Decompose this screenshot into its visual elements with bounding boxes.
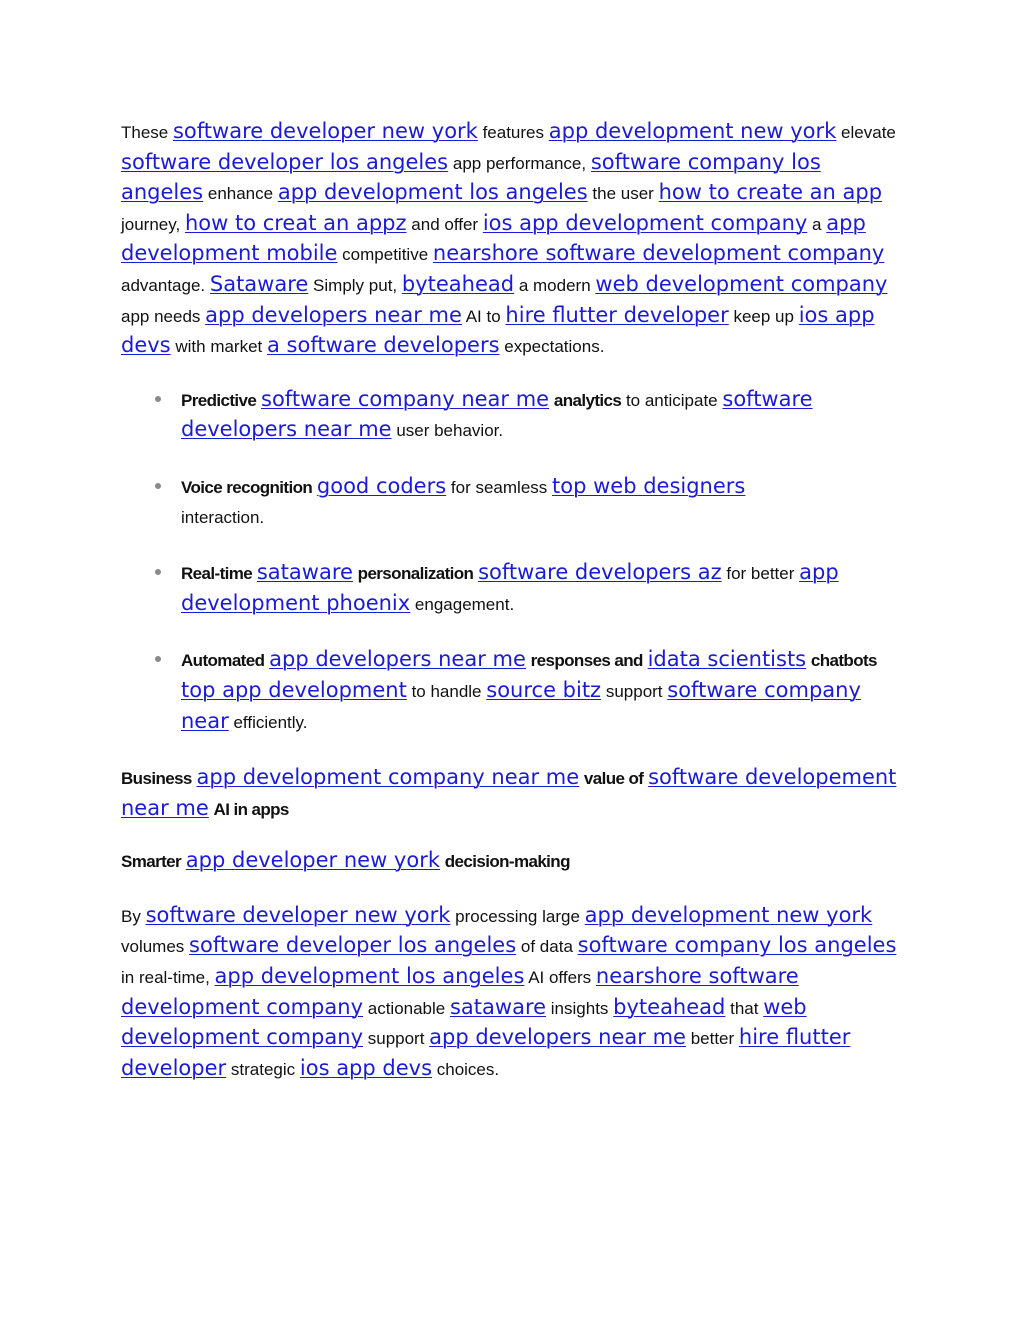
text: app needs xyxy=(121,306,201,326)
link[interactable]: app development new york xyxy=(584,902,873,927)
link[interactable]: web development company xyxy=(595,271,888,296)
text: competitive xyxy=(342,245,429,265)
bullet-dot-icon xyxy=(155,396,161,402)
bullet-list xyxy=(121,385,901,737)
bold-text: Voice recognition xyxy=(181,477,313,497)
link[interactable]: app development los angeles xyxy=(277,180,588,205)
text: expectations. xyxy=(504,337,605,357)
bullet-dot-icon xyxy=(155,483,161,489)
bullet-text xyxy=(181,472,901,532)
bullet-text xyxy=(181,645,901,737)
link[interactable]: software company near xyxy=(181,677,861,733)
text: to handle xyxy=(411,681,482,701)
link[interactable]: web development company xyxy=(121,994,807,1050)
bullet-dot-icon xyxy=(155,569,161,575)
text: that xyxy=(730,998,759,1018)
link[interactable]: good coders xyxy=(316,473,447,498)
bold-text: personalization xyxy=(357,564,474,584)
body-paragraph xyxy=(121,901,901,1085)
link[interactable]: a software developers xyxy=(267,333,500,358)
text: By xyxy=(121,906,141,926)
link[interactable]: how to create an app xyxy=(658,180,883,205)
text: strategic xyxy=(230,1059,296,1079)
text: better xyxy=(690,1029,735,1049)
text: in real-time, xyxy=(121,968,210,988)
text: elevate xyxy=(841,123,896,142)
bullet-text xyxy=(181,385,901,446)
text: a modern xyxy=(518,275,591,295)
text: Simply put, xyxy=(313,275,398,295)
link[interactable]: software company near me xyxy=(261,386,550,411)
link[interactable]: app developers near me xyxy=(429,1025,686,1050)
bold-text: Real-time xyxy=(181,564,253,584)
link[interactable]: ios app devs xyxy=(121,302,875,358)
bold-text: analytics xyxy=(553,390,622,410)
link[interactable]: sataware xyxy=(449,994,547,1019)
text: features xyxy=(482,123,545,142)
text: the user xyxy=(592,184,654,204)
link[interactable]: byteahead xyxy=(401,271,515,296)
link[interactable]: software developer new york xyxy=(172,119,478,143)
link[interactable]: software company los angeles xyxy=(121,149,821,205)
bold-text: Smarter xyxy=(121,852,182,872)
bold-text: responses and xyxy=(530,651,643,671)
bold-text: Automated xyxy=(181,651,265,671)
text: app performance, xyxy=(452,153,587,173)
link[interactable]: Sataware xyxy=(209,271,309,296)
link[interactable]: software developer new york xyxy=(145,902,451,927)
link[interactable]: sataware xyxy=(256,560,353,585)
text: advantage. xyxy=(121,275,206,295)
text: for better xyxy=(726,564,795,584)
text: efficiently. xyxy=(233,712,308,732)
text: for seamless xyxy=(450,477,548,497)
link[interactable]: software developers az xyxy=(478,560,722,585)
text: user behavior. xyxy=(396,421,504,441)
link[interactable]: byteahead xyxy=(613,994,726,1019)
bold-text: chatbots xyxy=(810,651,877,671)
link[interactable]: top web designers xyxy=(552,473,746,498)
link[interactable]: app development phoenix xyxy=(181,560,839,615)
subsection-heading xyxy=(121,846,901,877)
text: choices. xyxy=(436,1059,500,1079)
text: of data xyxy=(520,937,573,957)
link[interactable]: app developer new york xyxy=(185,848,440,873)
text: with market xyxy=(175,337,263,357)
list-item xyxy=(121,385,901,446)
link[interactable]: software company los angeles xyxy=(577,933,897,958)
link[interactable]: source bitz xyxy=(486,677,602,702)
bold-text: Business xyxy=(121,769,192,789)
text: keep up xyxy=(733,306,794,326)
text: engagement. xyxy=(414,594,515,614)
text: a xyxy=(812,214,822,234)
link[interactable]: software developer los angeles xyxy=(121,149,449,174)
text: volumes xyxy=(121,937,185,957)
text: These xyxy=(121,123,169,142)
link[interactable]: app developers near me xyxy=(205,302,462,327)
text: processing large xyxy=(455,906,580,926)
link[interactable]: nearshore software development company xyxy=(432,241,885,266)
text: to anticipate xyxy=(625,390,718,410)
link[interactable]: app development mobile xyxy=(121,210,866,266)
link[interactable]: app developers near me xyxy=(269,647,526,672)
bullet-text xyxy=(181,558,901,619)
link[interactable]: idata scientists xyxy=(647,647,807,672)
link[interactable]: software developer los angeles xyxy=(189,933,517,958)
list-item xyxy=(121,645,901,737)
link[interactable]: software developers near me xyxy=(181,386,813,442)
text: interaction. xyxy=(181,507,265,527)
text: journey, xyxy=(121,214,181,234)
text: and offer xyxy=(411,214,479,234)
bold-text: value of xyxy=(583,769,644,789)
link[interactable]: hire flutter developer xyxy=(121,1025,851,1080)
link[interactable]: how to creat an appz xyxy=(184,210,407,235)
text: support xyxy=(605,681,663,701)
section-heading xyxy=(121,763,901,824)
link[interactable]: app development los angeles xyxy=(214,964,525,989)
list-item xyxy=(121,472,901,532)
link[interactable]: nearshore software development company xyxy=(121,964,799,1019)
link[interactable]: top app development xyxy=(181,677,407,702)
text: AI offers xyxy=(528,968,592,988)
link[interactable]: app development company near me xyxy=(196,765,580,790)
document-content xyxy=(121,117,901,1084)
bold-text: decision-making xyxy=(444,852,570,872)
link[interactable]: ios app development company xyxy=(482,210,808,235)
bold-text: AI in apps xyxy=(213,799,289,819)
text: support xyxy=(367,1029,425,1049)
text: AI to xyxy=(465,306,501,326)
bullet-dot-icon xyxy=(155,656,161,662)
text: actionable xyxy=(367,998,446,1018)
intro-paragraph xyxy=(121,117,901,362)
bold-text: Predictive xyxy=(181,390,257,410)
list-item xyxy=(121,558,901,619)
link[interactable]: hire flutter developer xyxy=(505,302,729,327)
link[interactable]: software developement near me xyxy=(121,765,897,820)
link[interactable]: app development new york xyxy=(548,119,837,143)
text: insights xyxy=(550,998,609,1018)
link[interactable]: ios app devs xyxy=(299,1055,433,1080)
text: enhance xyxy=(207,184,274,204)
